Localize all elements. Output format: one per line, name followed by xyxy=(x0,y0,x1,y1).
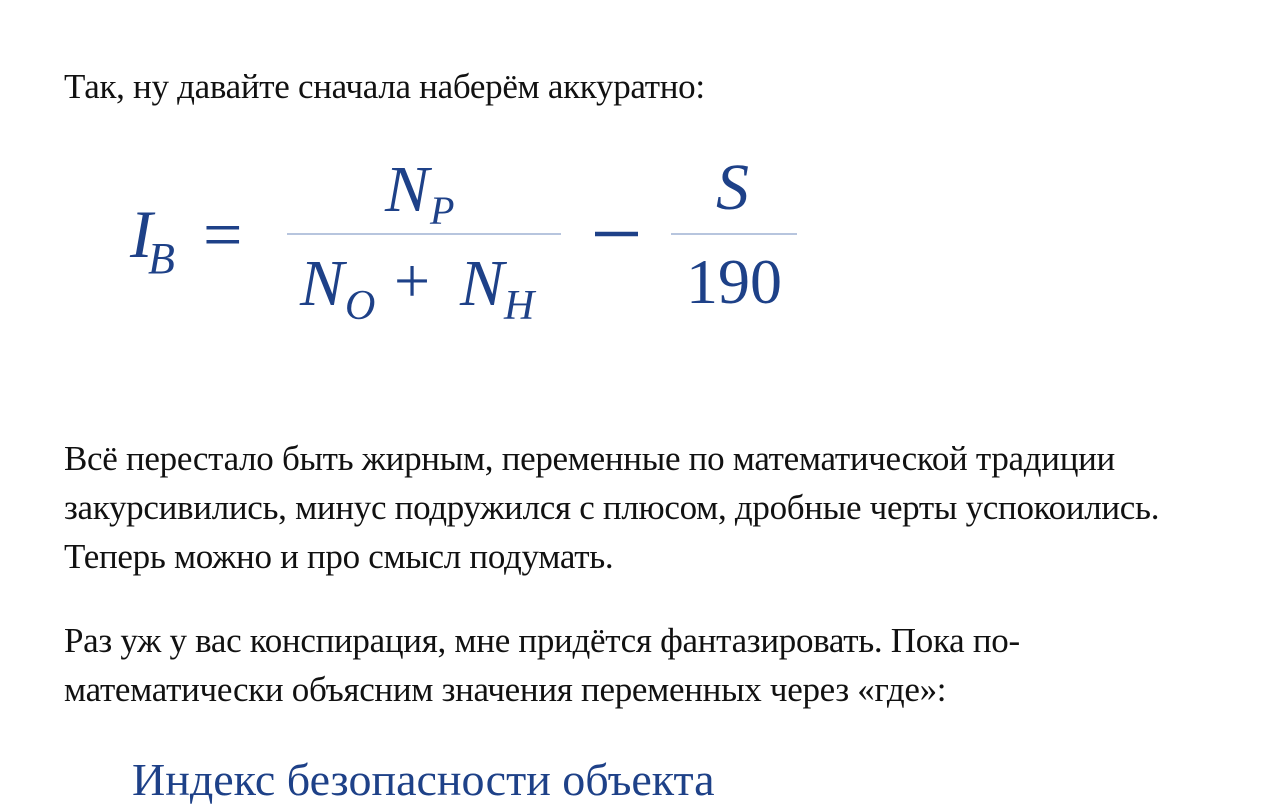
intro-paragraph: Так, ну давайте сначала наберём аккуратно: xyxy=(64,67,705,106)
formula-frac1-den-second-subscript: H xyxy=(504,283,535,329)
formula-frac1-den-first-subscript: O xyxy=(345,283,376,329)
formula-frac2-denominator: 190 xyxy=(686,246,782,317)
formula-frac1-num-symbol: N xyxy=(385,153,430,226)
variables-intro-paragraph: Раз уж у вас конспирация, мне придётся фантазировать. Пока по-математически объясним значения переменных через «где»: xyxy=(64,621,1020,709)
formula-frac1-num-subscript: P xyxy=(430,188,455,233)
explanation-paragraph: Всё перестало быть жирным, переменные по математической традиции закурсивились, минус подружился с плюсом, дробные черты успокоились. Теперь можно и про смысл подумать. xyxy=(64,439,1160,576)
formula-lhs-subscript: B xyxy=(148,234,175,283)
formula-lhs-symbol: I xyxy=(130,196,153,272)
formula-frac1-den-plus: + xyxy=(394,245,431,316)
formula-equals: = xyxy=(203,197,243,274)
formula-frac1-den-first-symbol: N xyxy=(300,247,345,320)
section-heading: Индекс безопасности объекта xyxy=(132,754,715,805)
formula-frac2-numerator: S xyxy=(716,151,749,224)
formula-frac1-den-second-symbol: N xyxy=(460,247,505,320)
